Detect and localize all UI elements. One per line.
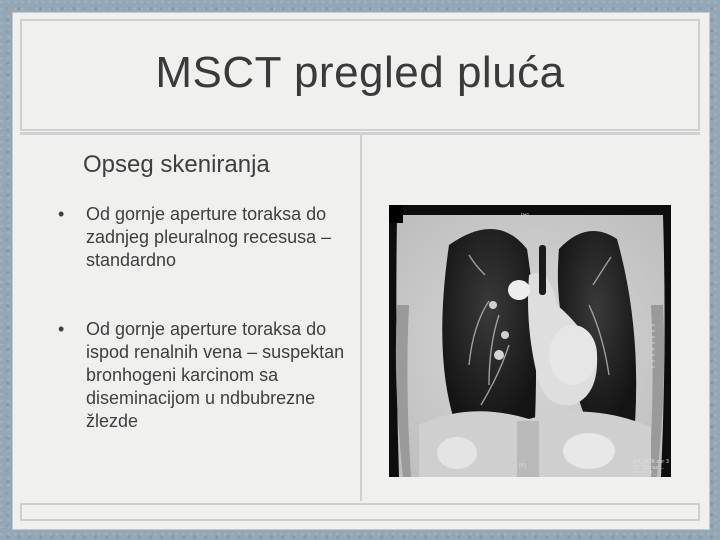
bullet-item xyxy=(53,203,353,272)
ct-corner-label-1: e/T, MPR cor 3 xyxy=(633,459,670,465)
title-box xyxy=(20,19,700,131)
bullet-item xyxy=(53,318,353,433)
bullet-marker: • xyxy=(58,319,65,339)
ct-bottom-label: [F] xyxy=(519,463,526,469)
footer-bar xyxy=(20,503,700,521)
bullet-marker: • xyxy=(58,204,65,224)
bullet-text: Od gornje aperture toraksa do ispod renalnih vena – suspektan bronhogeni karcinom sa diseminacijom u ndbubrezne žlezde xyxy=(86,319,345,431)
ct-corner-label-3: CT CP P... xyxy=(633,471,657,477)
bullet-text: Od gornje aperture toraksa do zadnjeg pleuralnog recesusa – standardno xyxy=(86,204,332,270)
ct-scan-image xyxy=(389,205,671,477)
column-divider xyxy=(360,133,362,501)
ct-corner-label-2: PE Thorax ... xyxy=(633,465,665,471)
slide-title: MSCT pregled pluća xyxy=(155,48,565,97)
slide xyxy=(12,12,710,530)
ct-scan-graphic xyxy=(389,205,671,477)
bullet-list xyxy=(53,203,353,433)
text-column xyxy=(53,151,353,479)
slide-subtitle: Opseg skeniranja xyxy=(83,151,270,178)
ct-top-label: [H] xyxy=(521,213,529,219)
